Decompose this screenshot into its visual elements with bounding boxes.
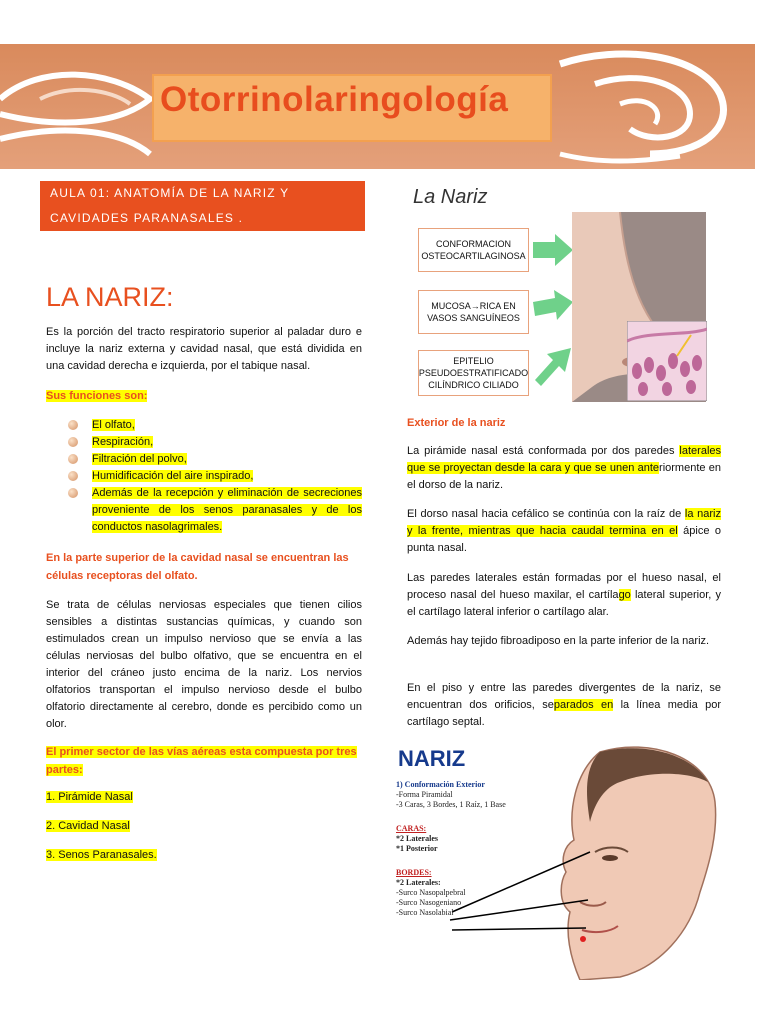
bullet-icon <box>68 488 78 498</box>
list-item: El olfato, <box>68 417 362 434</box>
arrows <box>533 230 577 400</box>
lesson-banner <box>40 181 365 231</box>
bullet-icon <box>68 437 78 447</box>
info-box: CONFORMACION OSTEOCARTILAGINOSA <box>418 228 529 272</box>
list-item: Filtración del polvo, <box>68 451 362 468</box>
list-item: 1. Pirámide Nasal <box>46 791 133 803</box>
exterior-title: Exterior de la nariz <box>407 417 506 429</box>
bullet-icon <box>68 420 78 430</box>
bullet-icon <box>68 454 78 464</box>
paragraph: La pirámide nasal está conformada por dos paredes laterales que se proyectan desde la cara y que se unen anteriormente en el dorso de la nariz. <box>407 445 721 491</box>
list-item: Humidificación del aire inspirado, <box>68 468 362 485</box>
list-item: 2. Cavidad Nasal <box>46 820 130 832</box>
sector-title: El primer sector de las vías aéreas esta compuesta por tres partes: <box>46 746 357 776</box>
page-title: Otorrinolaringología <box>160 80 509 119</box>
list-item: Respiración, <box>68 434 362 451</box>
arrow-up-right-icon <box>535 348 571 386</box>
paragraph: El dorso nasal hacia cefálico se continúa con la raíz de la nariz y la frente, mientras que hacia caudal termina en el ápice o punta nasal. <box>407 508 721 554</box>
paragraph: Además hay tejido fibroadiposo en la parte inferior de la nariz. <box>407 635 710 647</box>
face-figure <box>390 742 718 980</box>
info-box: EPITELIO PSEUDOESTRATIFICADO CILÍNDRICO CILIADO <box>418 350 529 396</box>
olfaction-paragraph: Se trata de células nerviosas especiales que tienen cilios sensibles a distintas sustancias químicas, y cuando son estimulados crean un impulso nervioso que se envía a las células nerviosas del bulbo olfativo, que se encuentra en el interior del cráneo justo encima de la nariz. Los nervios olfatorios transportan el impulso nervioso desde el bulbo olfatorio directamente al cerebro, donde es percibido como un olor. <box>46 599 362 730</box>
olfaction-title: En la parte superior de la cavidad nasal se encuentran las células receptoras del olfato. <box>46 552 349 582</box>
paragraph: En el piso y entre las paredes divergentes de la nariz, se encuentran dos orificios, separados en la línea media por cartílago septal. <box>407 682 721 728</box>
figure-legend: 1) Conformación Exterior -Forma Piramidal -3 Caras, 3 Bordes, 1 Raíz, 1 Base CARAS: *2 Laterales *1 Posterior BORDES: *2 Laterales: -Surco Nasopalpebral -Surco Nasogeniano -Surco Nasolabial <box>396 780 506 917</box>
figure-title: NARIZ <box>398 746 466 771</box>
paragraph: Las paredes laterales están formadas por el hueso nasal, el proceso nasal del hueso maxilar, el cartílago lateral superior, y el cartílago lateral inferior o cartílago alar. <box>407 572 721 618</box>
bullet-icon <box>68 471 78 481</box>
lesson-title-line1: AULA 01: ANATOMÍA DE LA NARIZ Y <box>50 186 290 200</box>
info-box: MUCOSA→RICA EN VASOS SANGUÍNEOS <box>418 290 529 334</box>
arrow-right-icon <box>533 290 573 320</box>
figure-title: La Nariz <box>413 186 488 208</box>
section-heading: LA NARIZ: <box>46 282 174 312</box>
functions-list <box>68 417 362 536</box>
list-item: Además de la recepción y eliminación de secreciones proveniente de los senos paranasales y de los conductos nasolagrimales. <box>68 485 362 536</box>
arrow-right-icon <box>533 234 573 266</box>
intro-paragraph: Es la porción del tracto respiratorio superior al paladar duro e incluye la nariz externa y cavidad nasal, que está dividida en una cavidad derecha e izquierda, por el tabique nasal. <box>46 326 362 372</box>
functions-title: Sus funciones son: <box>46 390 148 402</box>
list-item: 3. Senos Paranasales. <box>46 849 157 861</box>
epithelium-image <box>627 321 707 401</box>
parts-list <box>46 791 157 861</box>
lesson-title-line2: CAVIDADES PARANASALES . <box>50 211 244 225</box>
